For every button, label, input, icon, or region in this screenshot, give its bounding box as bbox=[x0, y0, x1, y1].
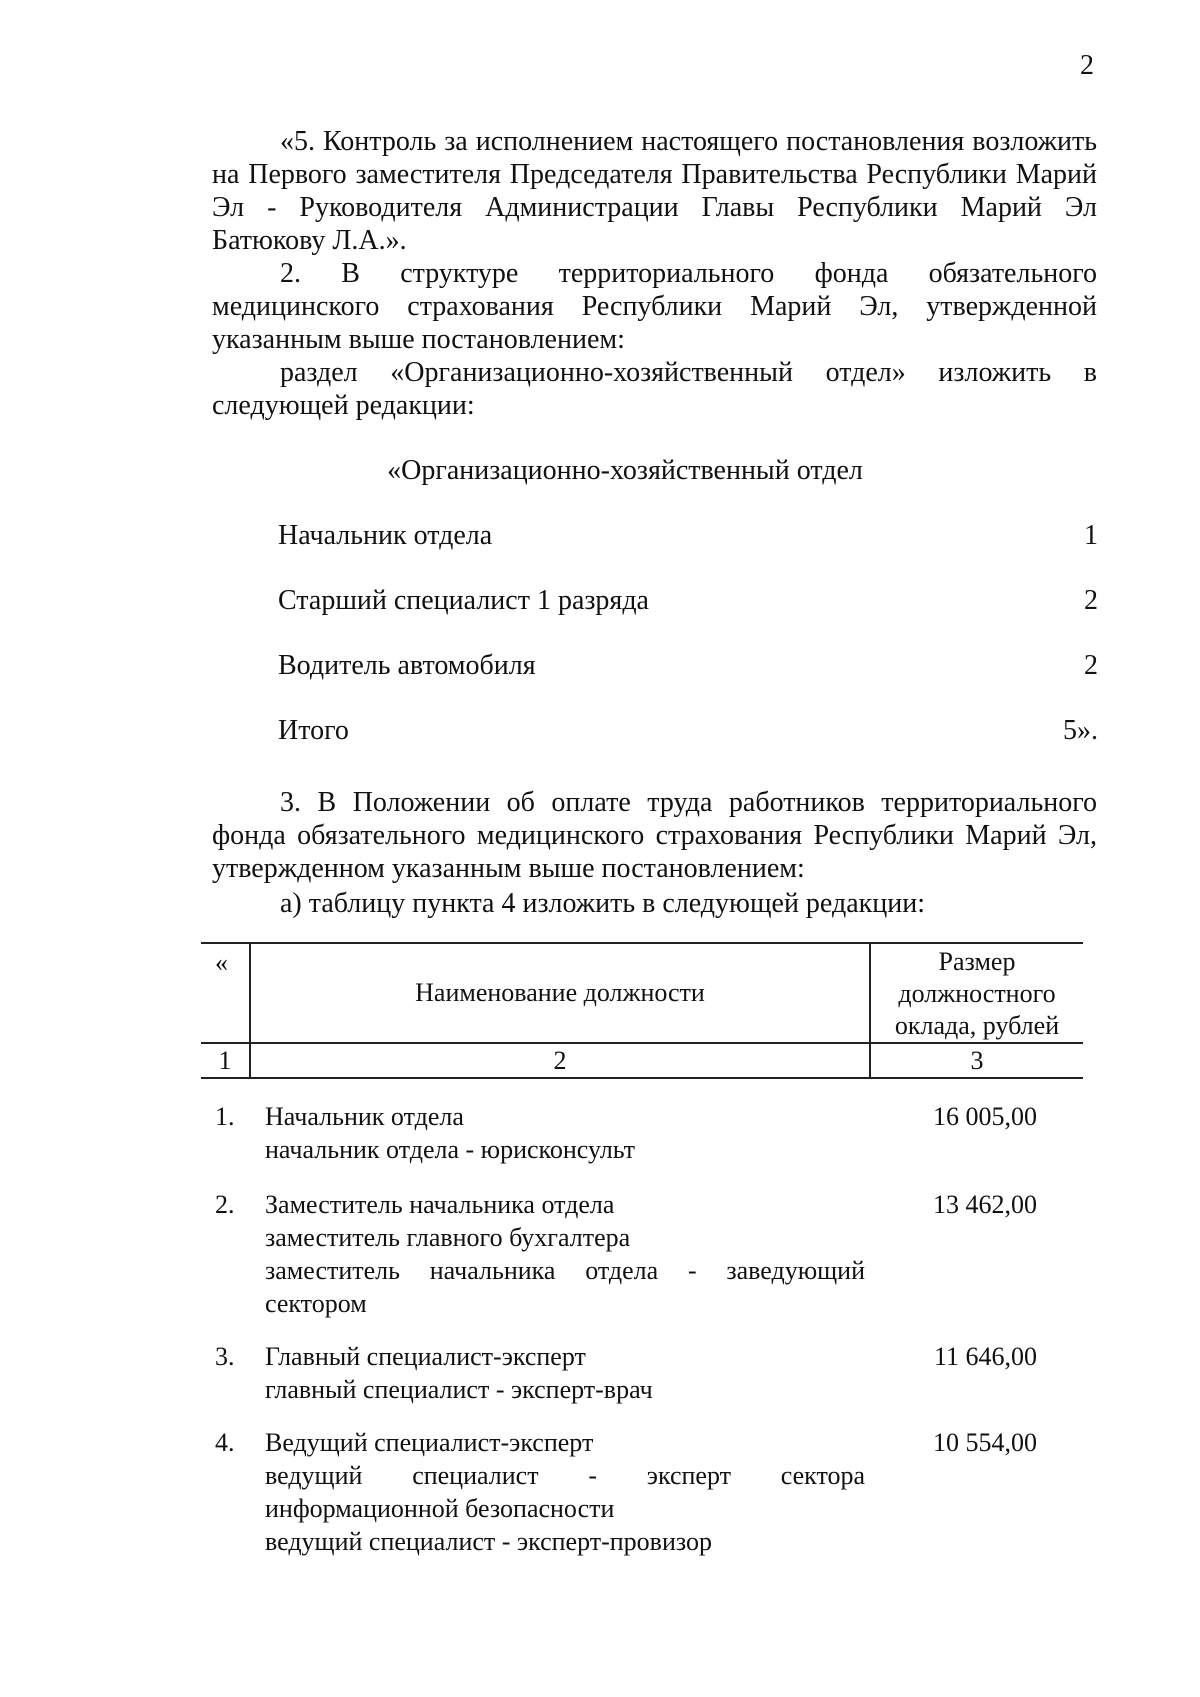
row-positions bbox=[265, 1340, 865, 1406]
table-row bbox=[201, 1188, 1083, 1320]
row-number: 3. bbox=[215, 1342, 235, 1371]
salary-table-column-numbers bbox=[201, 1042, 1083, 1079]
row-number: 4. bbox=[215, 1428, 235, 1457]
paragraph-control-clause: «5. Контроль за исполнением настоящего постановления возложить на Первого заместителя Председателя Правительства Республики Марий Эл - Руководителя Администрации Главы Республики Марий Эл Батюкову Л.А.». bbox=[212, 126, 1097, 256]
row-positions bbox=[265, 1426, 865, 1558]
header-salary-line: должностного bbox=[898, 979, 1056, 1008]
column-number: 3 bbox=[970, 1046, 984, 1075]
header-salary-size bbox=[871, 944, 1083, 1042]
paragraph-section-clause: раздел «Организационно-хозяйственный отдел» изложить в следующей редакции: bbox=[212, 357, 1097, 421]
header-quote-cell: « bbox=[201, 944, 251, 1042]
paragraph-table-clause: а) таблицу пункта 4 изложить в следующей редакции: bbox=[280, 888, 925, 919]
row-salary: 10 554,00 bbox=[933, 1428, 1037, 1457]
salary-table-header bbox=[201, 942, 1083, 1079]
position-name: главный специалист - эксперт-врач bbox=[265, 1375, 653, 1404]
position-name: ведущий специалист - эксперт сектора bbox=[265, 1461, 865, 1490]
column-number: 2 bbox=[251, 1044, 871, 1077]
position-name: Главный специалист-эксперт bbox=[265, 1342, 586, 1371]
page-number: 2 bbox=[1080, 50, 1094, 81]
staff-row bbox=[278, 650, 1098, 682]
position-name: ведущий специалист - эксперт-провизор bbox=[265, 1527, 712, 1556]
staff-row-label: Водитель автомобиля bbox=[278, 650, 536, 681]
table-row bbox=[201, 1100, 1083, 1166]
staff-section-title: «Организационно-хозяйственный отдел bbox=[387, 455, 863, 486]
staff-row bbox=[278, 585, 1098, 617]
staff-total-count: 5». bbox=[1063, 715, 1098, 746]
table-row bbox=[201, 1340, 1083, 1406]
position-name: информационной безопасности bbox=[265, 1494, 615, 1523]
row-number: 2. bbox=[215, 1190, 235, 1219]
position-name: Начальник отдела bbox=[265, 1102, 464, 1131]
staff-row-label: Старший специалист 1 разряда bbox=[278, 585, 649, 616]
row-number: 1. bbox=[215, 1102, 235, 1131]
position-name: Ведущий специалист-эксперт bbox=[265, 1428, 594, 1457]
salary-table-header-row bbox=[201, 942, 1083, 1042]
staff-row-count: 2 bbox=[1084, 585, 1098, 616]
row-salary: 16 005,00 bbox=[933, 1102, 1037, 1131]
staff-total-row bbox=[278, 715, 1098, 747]
column-number: 1 bbox=[201, 1044, 251, 1077]
position-name: сектором bbox=[265, 1289, 367, 1318]
row-positions bbox=[265, 1188, 865, 1320]
row-positions bbox=[265, 1100, 865, 1166]
paragraph-structure-clause: 2. В структуре территориального фонда обязательного медицинского страхования Республики Марий Эл, утвержденной указанным выше постановлением: bbox=[212, 258, 1097, 355]
header-salary-line: оклада, рублей bbox=[894, 1011, 1060, 1040]
header-position-name: Наименование должности bbox=[251, 944, 871, 1042]
row-salary: 11 646,00 bbox=[933, 1342, 1037, 1371]
header-salary-line: Размер bbox=[938, 947, 1016, 976]
row-salary: 13 462,00 bbox=[933, 1190, 1037, 1219]
staff-row-count: 1 bbox=[1084, 520, 1098, 551]
staff-row-count: 2 bbox=[1084, 650, 1098, 681]
table-row bbox=[201, 1426, 1083, 1558]
position-name: заместитель главного бухгалтера bbox=[265, 1223, 631, 1252]
paragraph-salary-clause: 3. В Положении об оплате труда работников территориального фонда обязательного медицинского страхования Республики Марий Эл, утвержденном указанным выше постановлением: bbox=[212, 787, 1097, 884]
staff-total-label: Итого bbox=[278, 715, 349, 746]
staff-row-label: Начальник отдела bbox=[278, 520, 493, 551]
position-name: начальник отдела - юрисконсульт bbox=[265, 1135, 636, 1164]
position-name: заместитель начальника отдела - заведующий bbox=[265, 1256, 865, 1285]
staff-row bbox=[278, 520, 1098, 552]
position-name: Заместитель начальника отдела bbox=[265, 1190, 615, 1219]
